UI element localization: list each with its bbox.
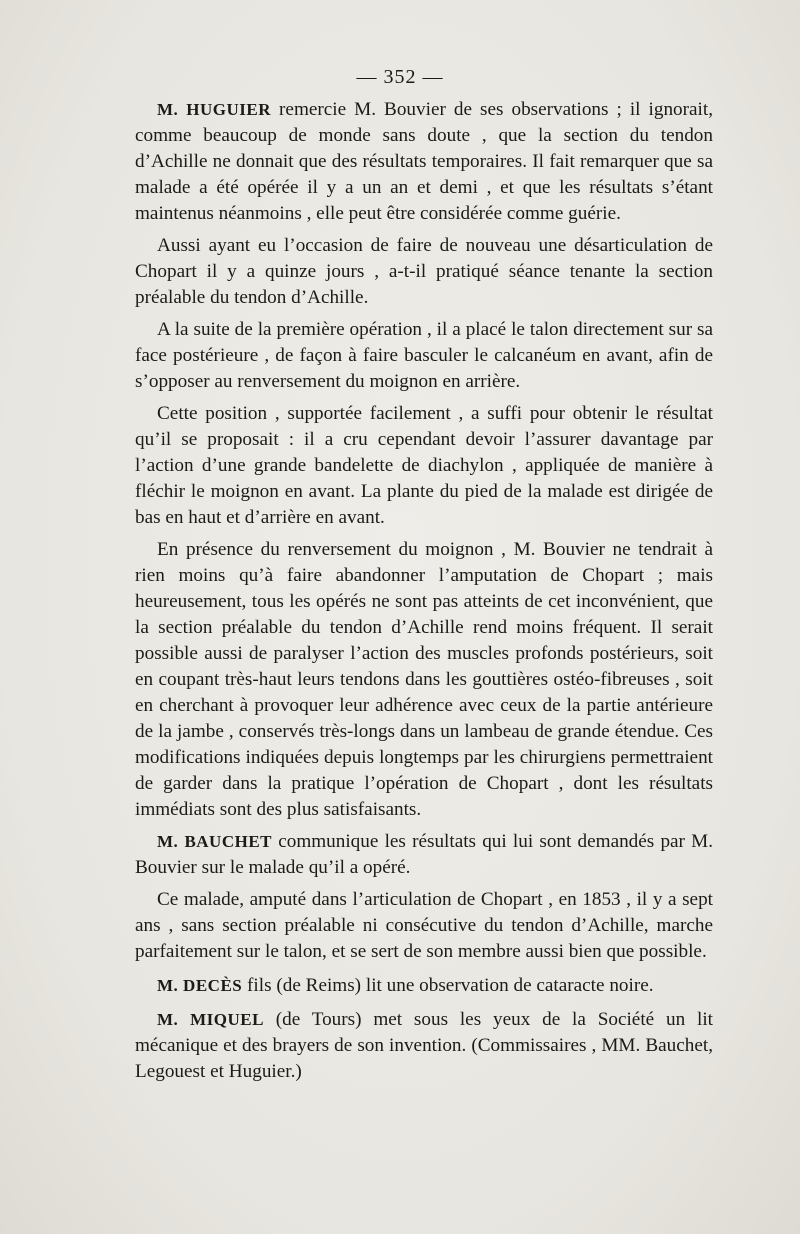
page-number: — 352 — <box>356 66 444 88</box>
paragraph-text: A la suite de la première opération , il a placé le talon directement sur sa face postérieure , de façon à faire basculer le calcanéum en avant, afin de s’opposer au renversement du moignon en arrière. <box>135 319 713 392</box>
paragraph-text: (de Tours) met sous les yeux de la Société un lit mécanique et des brayers de son invention. (Commissaires , MM. Bauchet, Legouest et Huguier.) <box>135 1009 713 1082</box>
speaker-name: M. HUGUIER <box>157 100 272 119</box>
paragraph-text: fils (de Reims) lit une observation de cataracte noire. <box>242 975 654 996</box>
paragraph-text: communique les résultats qui lui sont demandés par M. Bouvier sur le malade qu’il a opéré. <box>135 831 713 878</box>
speaker-name: M. BAUCHET <box>157 832 273 851</box>
paragraph-bauchet <box>135 829 713 881</box>
paragraph-text: Cette position , supportée facilement , a suffi pour obtenir le résultat qu’il se proposait : il a cru cependant devoir l’assurer davantage par l’action d’une grande bandelette de diachylon , appliquée de manière à fléchir le moignon en avant. La plante du pied de la malade est dirigée de bas en haut et d’arrière en avant. <box>135 403 713 528</box>
paragraph-text: remercie M. Bouvier de ses observations ; il ignorait, comme beaucoup de monde sans doute , que la section du tendon d’Achille ne donnait que des résultats temporaires. Il fait remarquer que sa malade a été opérée il y a un an et demi , et que les résultats s’étant maintenus néanmoins , elle peut être considérée comme guérie. <box>135 99 714 224</box>
paragraph-text: Aussi ayant eu l’occasion de faire de nouveau une désarticulation de Chopart il y a quinze jours , a-t-il pratiqué séance tenante la section préalable du tendon d’Achille. <box>135 235 713 308</box>
paragraph-malade <box>135 887 713 965</box>
paragraph-desarticulation <box>135 233 713 311</box>
page-body <box>135 97 713 1091</box>
paragraph-premiere-operation <box>135 317 713 395</box>
paragraph-miquel <box>135 1007 713 1085</box>
paragraph-position <box>135 401 713 531</box>
paragraph-text: Ce malade, amputé dans l’articulation de Chopart , en 1853 , il y a sept ans , sans section préalable ni consécutive du tendon d’Achille, marche parfaitement sur le talon, et se sert de son membre aussi bien que possible. <box>135 889 713 962</box>
speaker-name: M. DECÈS <box>157 976 243 995</box>
paragraph-text: En présence du renversement du moignon , M. Bouvier ne tendrait à rien moins qu’à faire abandonner l’amputation de Chopart ; mais heureusement, tous les opérés ne sont pas atteints de cet inconvénient, que la section préalable du tendon d’Achille rend moins fréquent. Il serait possible aussi de paralyser l’action des muscles profonds postérieurs, soit en coupant très-haut leurs tendons dans les gouttières ostéo-fibreuses , soit en cherchant à provoquer leur adhérence avec ceux de la partie antérieure de la jambe , conservés très-longs dans un lambeau de grande étendue. Ces modifications indiquées depuis longtemps par les chirurgiens permettraient de garder dans la pratique l’opération de Chopart , dont les résultats immédiats sont des plus satisfaisants. <box>135 539 713 820</box>
speaker-name: M. MIQUEL <box>157 1010 264 1029</box>
paragraph-renversement <box>135 537 713 823</box>
paragraph-huguier <box>135 97 713 227</box>
paragraph-deces <box>135 973 713 999</box>
